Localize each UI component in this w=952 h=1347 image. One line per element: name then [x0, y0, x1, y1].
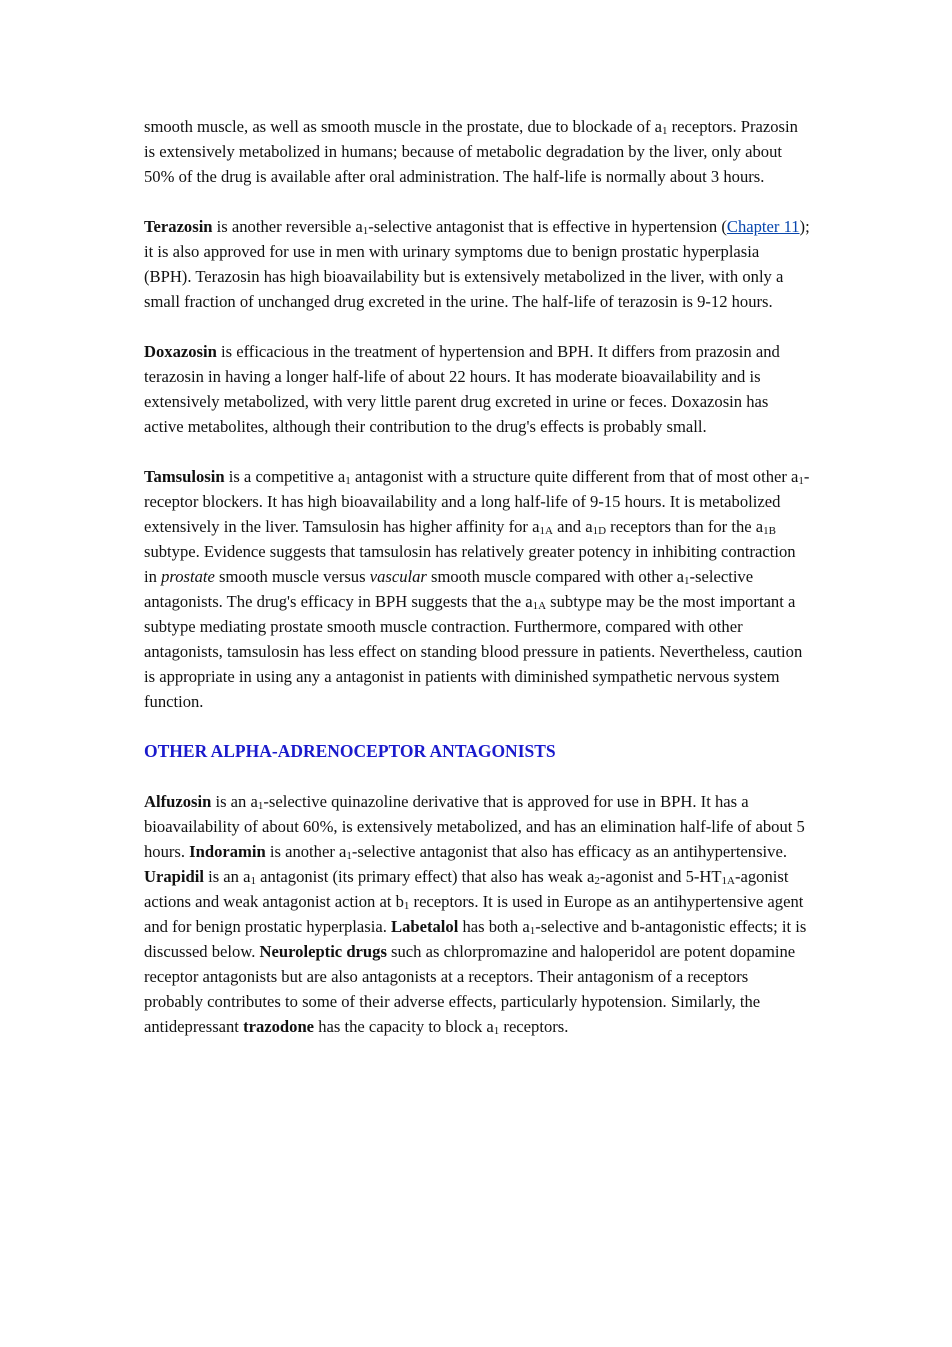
text-run: -selective quinazoline derivative that is approved for use in BPH. It has a bioavailability of about 60%, is extensively metabolized, and has an elimination half-life of about 5 hours.	[144, 792, 805, 861]
text-run: ); it is also approved for use in men with urinary symptoms due to benign prostatic hyperplasia (BPH). Terazosin has high bioavailability but is extensively metabolized in the liver, with only a small fraction of unchanged drug excreted in the urine. The half-life of terazosin is 9-12 hours.	[144, 217, 810, 311]
paragraph-doxazosin	[144, 339, 810, 439]
text-run: receptors than for the a	[606, 517, 764, 536]
text-run: smooth muscle versus	[214, 567, 370, 586]
italic-vascular: vascular	[369, 567, 427, 586]
subscript: 1A	[721, 875, 735, 887]
subscript: 1	[403, 900, 410, 912]
subscript: 1	[493, 1025, 500, 1037]
subscript: 1A	[539, 525, 553, 537]
text-run: such as chlorpromazine and haloperidol are potent dopamine receptor antagonists but are also antagonists at a receptors. Their antagonism of a receptors probably contributes to some of their adverse effects, particularly hypotension. Similarly, the antidepressant	[144, 942, 796, 1036]
text-run: smooth muscle, as well as smooth muscle in the prostate, due to blockade of a	[144, 117, 662, 136]
drug-name-doxazosin: Doxazosin	[144, 342, 217, 361]
text-run: -selective antagonist that also has efficacy as an antihypertensive.	[351, 842, 787, 861]
subscript: 1A	[532, 600, 547, 612]
text-run: -selective antagonist that is effective in hypertension (	[368, 217, 727, 236]
drug-name-trazodone: trazodone	[243, 1017, 315, 1036]
subscript: 2	[594, 875, 600, 887]
subscript: 1	[346, 850, 352, 862]
drug-name-neuroleptic-drugs: Neuroleptic drugs	[259, 942, 387, 961]
subscript: 1D	[592, 525, 607, 537]
text-run: is an a	[211, 792, 258, 811]
text-run: subtype may be the most important a subtype mediating prostate smooth muscle contraction. Furthermore, compared with other antagonists, tamsulosin has less effect on standing blood pressure in patients. Nevertheless, caution is appropriate in using any a antagonist in patients with diminished sympathetic nervous system function.	[144, 592, 803, 711]
text-run: has both a	[458, 917, 530, 936]
drug-name-alfuzosin: Alfuzosin	[144, 792, 212, 811]
section-heading: OTHER ALPHA-ADRENOCEPTOR ANTAGONISTS	[144, 741, 556, 761]
drug-name-indoramin: Indoramin	[189, 842, 266, 861]
subscript: 1	[529, 925, 536, 937]
italic-prostate: prostate	[161, 567, 215, 586]
subscript: 1	[345, 475, 351, 487]
subscript: 1	[257, 800, 264, 812]
text-run: and a	[552, 517, 593, 536]
text-run: is an a	[203, 867, 251, 886]
paragraph-terazosin	[144, 214, 810, 314]
text-run: antagonist (its primary effect) that also has weak a	[255, 867, 595, 886]
drug-name-labetalol: Labetalol	[391, 917, 459, 936]
text-run: -agonist actions and weak antagonist action at b	[144, 867, 789, 911]
subscript: 1	[798, 475, 804, 487]
subscript: 1	[250, 875, 256, 887]
text-run: is another reversible a	[212, 217, 363, 236]
subscript: 1	[684, 575, 690, 587]
text-run: -receptor blockers. It has high bioavailability and a long half-life of 9-15 hours. It is metabolized extensively in the liver. Tamsulosin has higher affinity for a	[144, 467, 810, 536]
text-run: smooth muscle compared with other a	[426, 567, 685, 586]
text-run: is a competitive a	[224, 467, 346, 486]
paragraph-prazosin-continued	[144, 114, 810, 189]
drug-name-terazosin: Terazosin	[144, 217, 213, 236]
text-run: is another a	[265, 842, 347, 861]
subscript: 1B	[763, 525, 776, 537]
text-run: receptors. It is used in Europe as an antihypertensive agent and for benign prostatic hyperplasia.	[144, 892, 804, 936]
drug-name-urapidil: Urapidil	[144, 867, 204, 886]
document-body	[144, 114, 810, 1064]
subscript: 1	[661, 125, 668, 137]
chapter-11-link[interactable]: Chapter 11	[726, 217, 800, 236]
subscript: 1	[362, 225, 369, 237]
text-run: receptors. Prazosin is extensively metabolized in humans; because of metabolic degradation by the liver, only about 50% of the drug is available after oral administration. The half-life is normally about 3 hours.	[144, 117, 798, 186]
paragraph-tamsulosin	[144, 464, 810, 714]
drug-name-tamsulosin: Tamsulosin	[144, 467, 225, 486]
text-run: is efficacious in the treatment of hypertension and BPH. It differs from prazosin and terazosin in having a longer half-life of about 22 hours. It has moderate bioavailability and is extensively metabolized, with very little parent drug excreted in urine or feces. Doxazosin has active metabolites, although their contribution to the drug's effects is probably small.	[144, 342, 780, 436]
text-run: -selective and b-antagonistic effects; it is discussed below.	[144, 917, 807, 961]
text-run: subtype. Evidence suggests that tamsulosin has relatively greater potency in inhibiting contraction in	[144, 542, 796, 586]
text-run: receptors.	[499, 1017, 569, 1036]
text-run: antagonist with a structure quite different from that of most other a	[350, 467, 799, 486]
text-run: -agonist and 5-HT	[599, 867, 722, 886]
text-run: -selective antagonists. The drug's efficacy in BPH suggests that the a	[144, 567, 754, 611]
text-run: has the capacity to block a	[314, 1017, 494, 1036]
paragraph-other-antagonists	[144, 789, 810, 1039]
